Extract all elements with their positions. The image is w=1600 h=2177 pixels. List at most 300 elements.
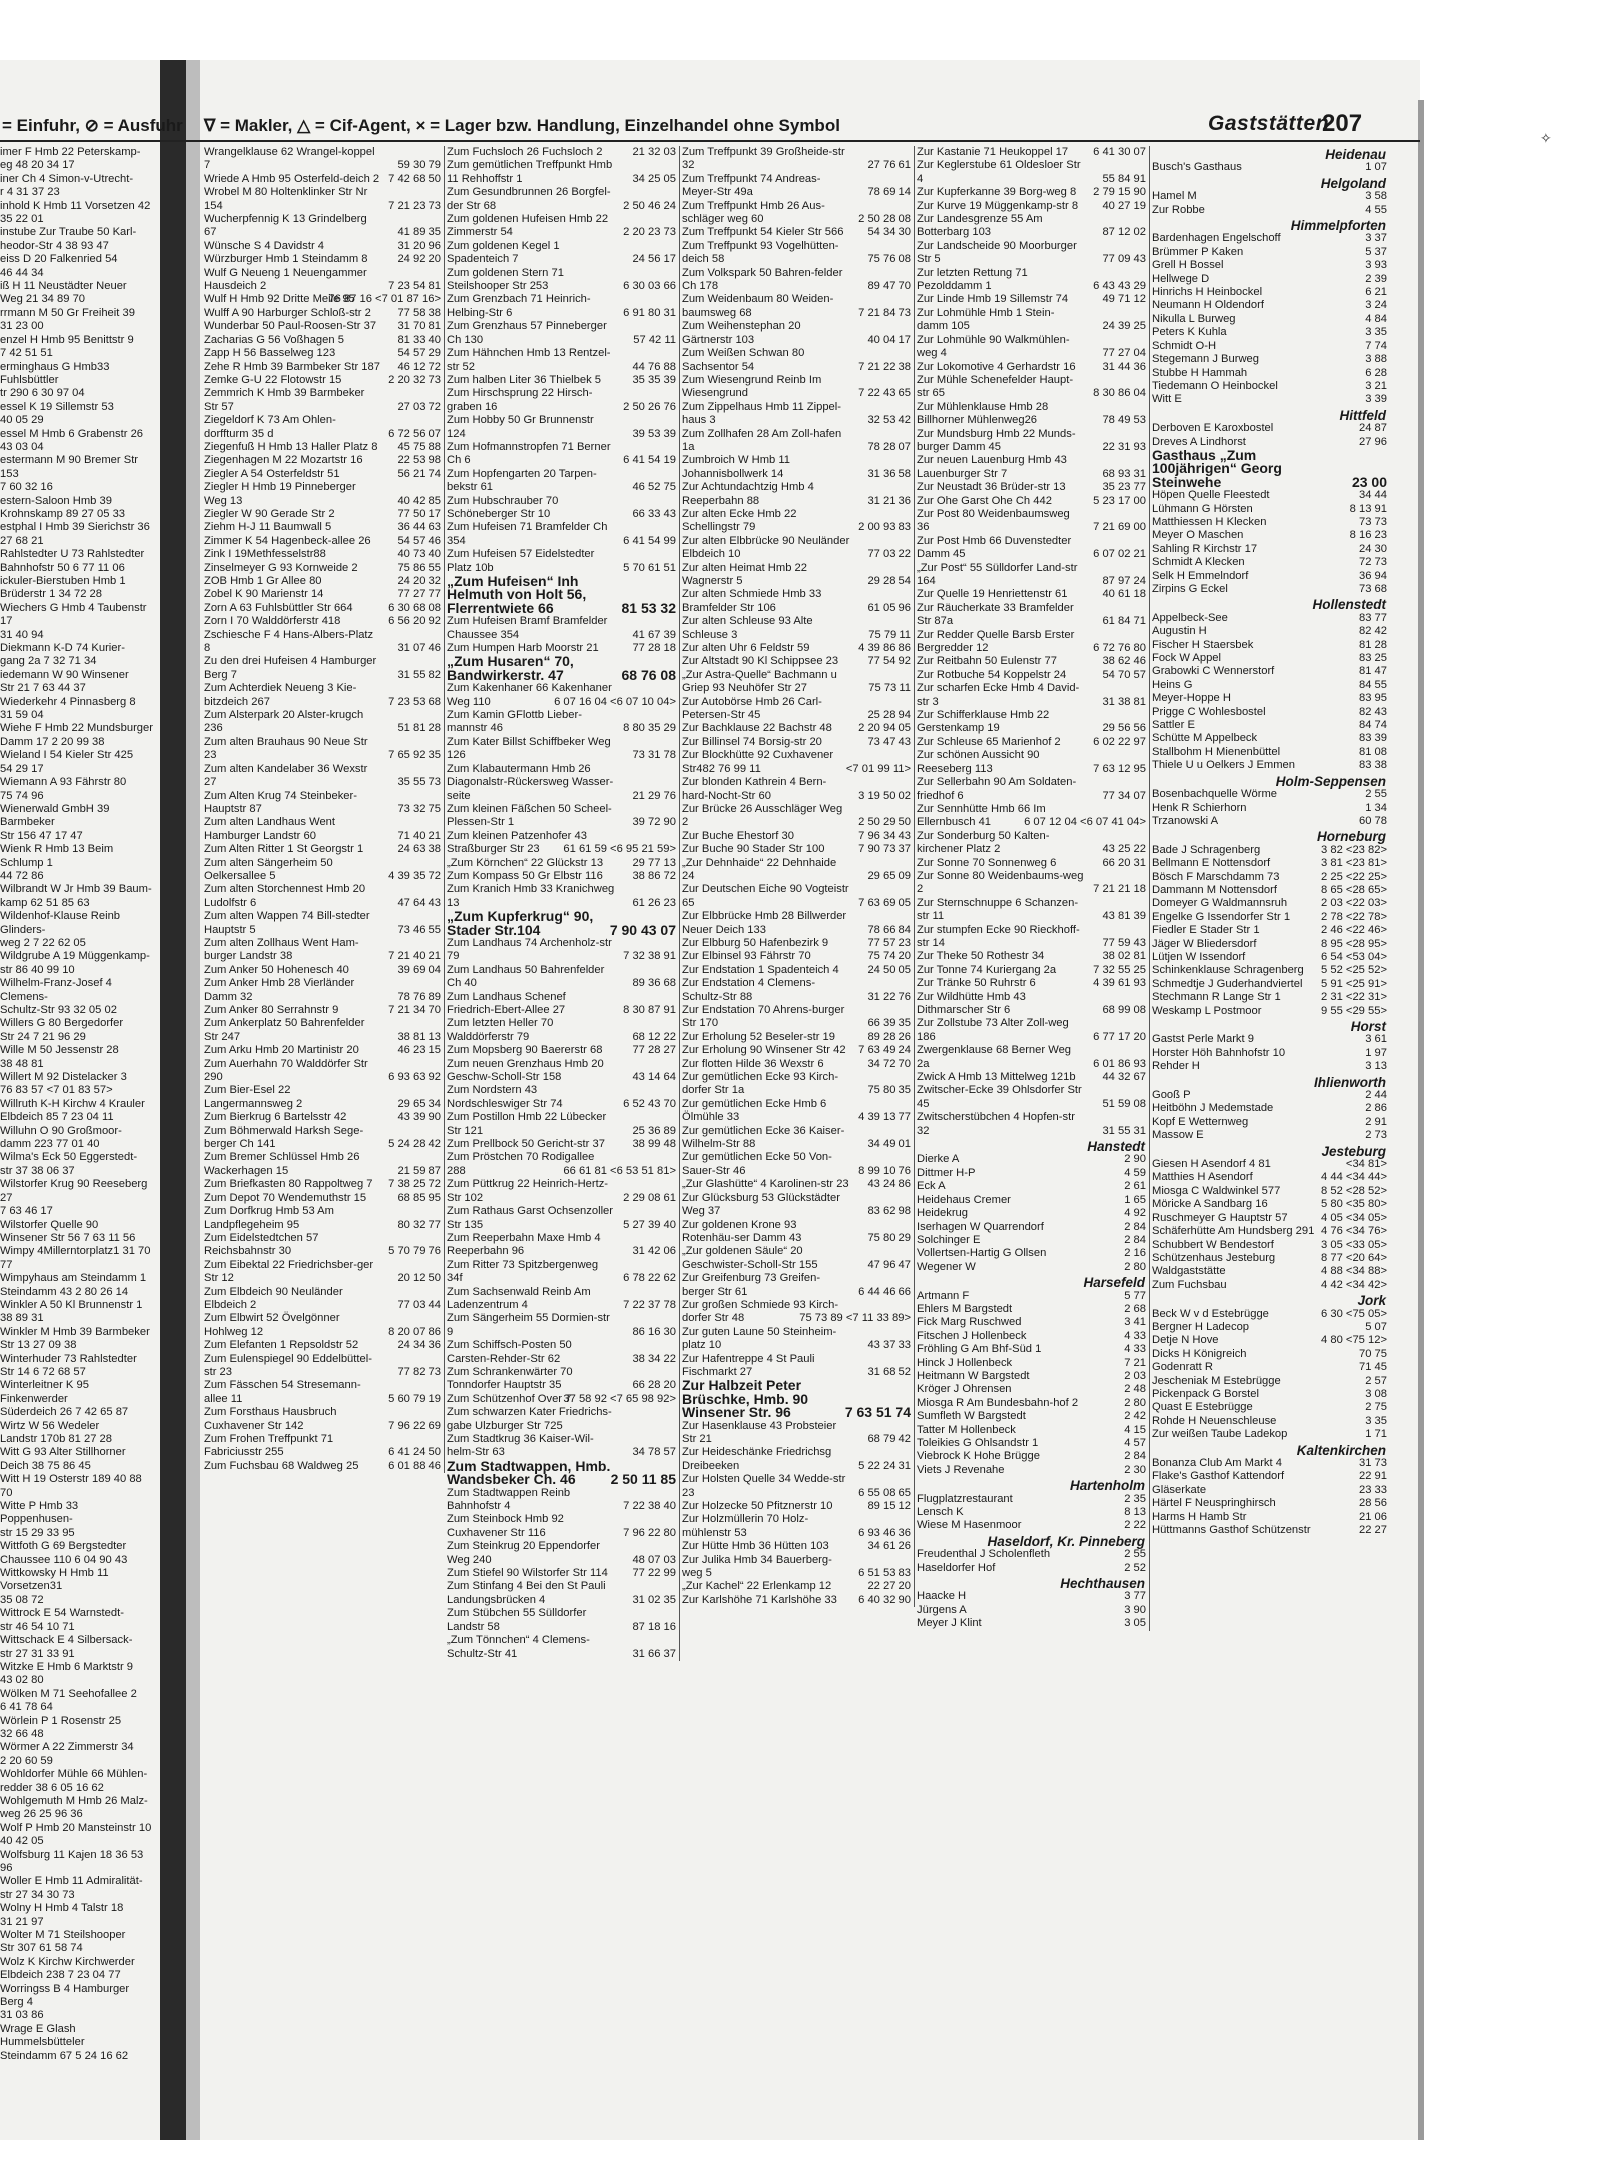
entry-phone: 2 55 (1124, 1548, 1146, 1561)
entry-name: Zur Reitbahn 50 Eulenstr 77 (917, 655, 1057, 668)
directory-entry (204, 964, 444, 977)
entry-phone: 6 77 17 20 (1093, 1030, 1146, 1043)
entry-name: Jäger W Bliedersdorf (1152, 937, 1257, 950)
entry-phone: 78 66 84 (867, 923, 911, 936)
directory-entry (917, 1247, 1149, 1260)
entry-phone: 68 99 08 (1102, 1004, 1146, 1016)
directory-entry (0, 2050, 160, 2063)
entry-name: Heitböhn J Medemstade (1152, 1102, 1274, 1115)
entry-phone: 6 30 <75 05> (1321, 1307, 1387, 1320)
entry-name: Möricke A Sandbarg 16 (1152, 1198, 1268, 1211)
directory-entry (1152, 1511, 1390, 1524)
directory-entry (204, 240, 444, 253)
entry-name: Zur Schleuse 65 Marienhof 2 (917, 735, 1061, 748)
directory-entry (917, 1562, 1149, 1575)
directory-entry (1152, 815, 1390, 828)
section-heading: Hechthausen (1060, 1576, 1145, 1592)
column-2 (447, 146, 680, 1661)
directory-entry (1152, 1171, 1390, 1184)
directory-entry (447, 186, 679, 213)
directory-entry (917, 213, 1149, 240)
directory-entry (1152, 1321, 1390, 1334)
section-heading: Jesteburg (1321, 1143, 1386, 1159)
entry-name: Jürgens A (917, 1603, 967, 1616)
directory-entry (1152, 1428, 1390, 1441)
directory-entry (447, 1487, 679, 1514)
entry-name: Zum Humpen Harb Moorstr 21 (447, 642, 599, 655)
entry-phone: 40 42 85 (397, 494, 441, 507)
entry-name: Bonanza Club Am Markt 4 (1152, 1457, 1282, 1469)
entry-name: Tiedemann O Heinbockel (1152, 379, 1278, 392)
entry-phone: 66 39 35 (867, 1017, 911, 1030)
directory-entry (0, 1339, 160, 1352)
directory-entry (1152, 844, 1390, 857)
entry-name: Sahling R Kirchstr 17 (1152, 542, 1258, 555)
entry-name: Zur Sellerbahn 90 Am Soldaten-friedhof 6 (917, 776, 1077, 802)
entry-name: Zur Landesgrenze 55 Am Botterbarg 103 (917, 213, 1043, 239)
directory-entry (0, 883, 160, 896)
entry-name: Zum Prellbock 50 Gericht-str 37 (447, 1138, 605, 1151)
entry-phone: 1 65 (1124, 1193, 1146, 1206)
entry-name: Wegener W (917, 1260, 976, 1273)
directory-entry (0, 1755, 160, 1768)
directory-entry (917, 1330, 1149, 1343)
entry-name: Beck W v d Estebrügge (1152, 1307, 1269, 1320)
directory-entry (917, 830, 1149, 857)
entry-phone: 71 45 (1359, 1361, 1387, 1374)
directory-entry (204, 1125, 444, 1152)
entry-name: Zum Fuchsloch 26 Fuchsloch 2 (447, 146, 603, 158)
entry-name: Matthiessen H Klecken (1152, 515, 1267, 528)
directory-entry (0, 1902, 160, 1915)
directory-entry (682, 347, 914, 374)
entry-phone: 7 22 38 40 (623, 1500, 676, 1513)
directory-entry (682, 1071, 914, 1098)
entry-name: Str 24 7 21 96 29 (0, 1030, 86, 1043)
entry-name: Flake's Gasthof Kattendorf (1152, 1470, 1285, 1483)
entry-name: Zur Sonne 80 Weidenbaums-weg 2 (917, 869, 1084, 896)
entry-name: Würzburger Hmb 1 Steindamm 8 (204, 253, 368, 266)
entry-phone: 3 93 (1365, 259, 1387, 272)
directory-entry (917, 1343, 1149, 1356)
entry-phone: 43 24 86 (867, 1178, 911, 1191)
entry-name: Sattler E (1152, 719, 1195, 732)
column-5 (1152, 146, 1390, 1537)
entry-phone: 8 30 87 91 (623, 1004, 676, 1016)
entry-name: Zumbroich W Hmb 11 Johannisbollwerk 14 (682, 454, 790, 480)
entry-name: Zur Blockhütte 92 Cuxhavener Str482 76 99 11 (682, 749, 834, 775)
entry-name: Giesen H Asendorf 4 81 (1152, 1158, 1271, 1171)
directory-entry (917, 1464, 1149, 1477)
entry-name: Zur Holzmüllerin 70 Holz-mühlenstr 53 (682, 1513, 809, 1539)
directory-entry (0, 521, 160, 534)
entry-phone: 3 05 (1124, 1617, 1146, 1630)
directory-entry (0, 1111, 160, 1124)
entry-phone: 31 44 36 (1102, 360, 1146, 373)
entry-phone: 4 84 (1365, 312, 1387, 325)
entry-name: Zur Billinsel 74 Borsig-str 20 (682, 735, 822, 748)
entry-name: Zum goldenen Stern 71 Steilshooper Str 253 (447, 266, 564, 293)
directory-entry (682, 146, 914, 173)
entry-phone: 6 54 <53 04> (1321, 950, 1387, 963)
entry-name: Dicks H Königreich (1152, 1347, 1247, 1360)
entry-name: Derboven E Karoxbostel (1152, 422, 1274, 435)
directory-entry (447, 1111, 679, 1138)
entry-name: Zum Sängerheim 55 Dormien-str 9 (447, 1312, 610, 1338)
entry-phone: 77 34 07 (1102, 789, 1146, 802)
entry-name: Zum Böhmerwald Harksh Sege-berger Ch 141 (204, 1124, 364, 1151)
directory-entry (917, 401, 1149, 428)
directory-entry (447, 682, 679, 709)
directory-entry (917, 146, 1149, 159)
directory-entry (447, 1058, 679, 1085)
entry-name: Iserhagen W Quarrendorf (917, 1220, 1044, 1233)
directory-entry (0, 1661, 160, 1674)
entry-name: Heidehaus Cremer (917, 1193, 1011, 1206)
entry-name: Zur Kupferkanne 39 Borg-weg 8 (917, 186, 1077, 199)
section-heading: Holm-Seppensen (1275, 773, 1386, 789)
entry-phone: 4 15 (1124, 1423, 1146, 1436)
entry-name: Zur Karlshöhe 71 Karlshöhe 33 (682, 1593, 837, 1606)
directory-entry (917, 588, 1149, 601)
entry-name: Kröger J Ohrensen (917, 1383, 1012, 1396)
entry-phone: 82 43 (1359, 705, 1387, 718)
directory-entry (1152, 489, 1390, 502)
entry-phone: 1 71 (1365, 1428, 1387, 1441)
entry-phone: 47 96 47 (867, 1258, 911, 1271)
entry-name: 31 40 94 (0, 628, 44, 641)
directory-entry (1152, 204, 1390, 217)
entry-name: Sumfleth W Bargstedt (917, 1410, 1026, 1423)
entry-name: Zu den drei Hufeisen 4 Hamburger Berg 7 (204, 655, 377, 681)
entry-phone: 2 16 (1124, 1247, 1146, 1260)
entry-name: Miosga C Waldwinkel 577 (1152, 1184, 1281, 1197)
directory-entry (204, 508, 444, 521)
directory-entry (682, 776, 914, 803)
entry-name: Zum Postillon Hmb 22 Lübecker Str 121 (447, 1111, 607, 1137)
entry-name: Zwergenklause 68 Berner Weg 2a (917, 1044, 1072, 1070)
entry-phone: 77 82 73 (397, 1365, 441, 1378)
entry-name: Lensch K (917, 1506, 964, 1519)
directory-entry (917, 709, 1149, 736)
directory-entry (1152, 1005, 1390, 1018)
directory-entry (682, 830, 914, 843)
entry-phone: 2 55 (1365, 788, 1387, 801)
entry-name: Zum Schrankenwärter 70 Tonndorfer Hauptstr 35 (447, 1365, 573, 1392)
entry-name: Weg 21 34 89 70 (0, 293, 86, 306)
directory-entry (682, 320, 914, 347)
entry-name: Bahnhofstr 50 6 77 11 06 (0, 561, 125, 574)
section-heading: Himmelpforten (1290, 218, 1386, 234)
entry-phone: 6 56 20 92 (388, 615, 441, 628)
entry-phone: 2 57 (1365, 1374, 1387, 1387)
entry-phone: 4 33 (1124, 1343, 1146, 1356)
directory-entry (0, 495, 160, 508)
directory-entry (0, 1527, 160, 1540)
entry-name: Wimpyhaus am Steindamm 1 (0, 1272, 147, 1285)
entry-phone: 5 37 (1365, 245, 1387, 258)
entry-phone: 46 12 72 (397, 360, 441, 373)
entry-phone: 6 52 43 70 (623, 1097, 676, 1110)
directory-entry (682, 1219, 914, 1246)
directory-entry (682, 964, 914, 977)
directory-entry (917, 1493, 1149, 1506)
entry-name: Willers G 80 Bergedorfer (0, 1017, 124, 1030)
directory-entry (1152, 612, 1390, 625)
entry-phone: 27 76 61 (867, 159, 911, 172)
entry-name: Zum gemütlichen Treffpunkt Hmb 11 Rehhoffstr 1 (447, 159, 613, 185)
entry-name: Wiese M Hasenmoor (917, 1519, 1022, 1532)
entry-name: Zur Glücksburg 53 Glückstädter Weg 37 (682, 1191, 840, 1218)
entry-name: Zur blonden Kathrein 4 Bern-hard-Nocht-Str 60 (682, 776, 827, 802)
entry-name: Wohldorfer Mühle 66 Mühlen- (0, 1768, 148, 1781)
directory-entry (0, 1312, 160, 1325)
entry-name: Wildenhof-Klause Reinb Glinders- (0, 910, 121, 936)
entry-name: Zum alten Wappen 74 Bill-stedter Hauptstr 5 (204, 910, 370, 936)
directory-entry (447, 1406, 679, 1433)
entry-name: Schinkenklause Schragenberg (1152, 964, 1304, 977)
entry-name: Zur Tonne 74 Kuriergang 2a (917, 963, 1057, 976)
entry-phone: 3 81 <23 81> (1321, 857, 1387, 870)
directory-entry (1152, 978, 1390, 991)
directory-entry (682, 655, 914, 668)
entry-name: Augustin H (1152, 625, 1207, 638)
entry-name: „Zur Kachel“ 22 Erlenkamp 12 (682, 1580, 832, 1593)
directory-entry (204, 548, 444, 561)
entry-phone: 1 34 (1365, 801, 1387, 814)
directory-entry (204, 1044, 444, 1057)
entry-name: Zum Fuchsbau 68 Waldweg 25 (204, 1459, 359, 1472)
entry-name: Zimmer K 54 Hagenbeck-allee 26 (204, 534, 371, 547)
entry-phone: 21 59 87 (397, 1164, 441, 1177)
entry-name: Zur Altstadt 90 Kl Schippsee 23 (682, 655, 839, 668)
entry-name: Wittrock E 54 Warnstedt- (0, 1607, 124, 1620)
entry-name: Zum Auerhahn 70 Walddörfer Str 290 (204, 1057, 368, 1084)
entry-phone: 80 32 77 (397, 1218, 441, 1231)
directory-entry (682, 588, 914, 615)
directory-entry (0, 428, 160, 441)
entry-name: weg 26 25 96 36 (0, 1808, 83, 1821)
directory-entry (1152, 313, 1390, 326)
entry-name: ickuler-Bierstuben Hmb 1 (0, 575, 126, 587)
entry-phone: 24 30 (1359, 542, 1387, 555)
directory-entry (1152, 1470, 1390, 1483)
directory-entry (682, 562, 914, 589)
entry-name: Zur großen Schmiede 93 Kirch-dorfer Str 48 (682, 1298, 839, 1325)
entry-name: enzel H Hmb 95 Benittstr 9 (0, 333, 134, 346)
entry-name: Woller E Hmb 11 Admiralität- (0, 1875, 143, 1888)
directory-entry (204, 709, 444, 736)
entry-name: Zink I 19Methfesselstr88 (204, 548, 326, 561)
entry-phone: 4 80 <75 12> (1321, 1334, 1387, 1347)
entry-name: Zur stumpfen Ecke 90 Rieckhoff-str 14 (917, 923, 1080, 949)
directory-entry (1152, 991, 1390, 1004)
entry-name: Winkler M Hmb 39 Barmbeker (0, 1325, 150, 1338)
entry-name: Witt G 93 Alter Stillhorner (0, 1446, 126, 1459)
entry-name: Zur Quelle 19 Henriettenstr 61 (917, 588, 1068, 601)
entry-name: Detje N Hove (1152, 1334, 1219, 1347)
entry-phone: 8 80 35 29 (623, 722, 676, 735)
entry-phone: 3 37 (1365, 232, 1387, 245)
entry-name: Wilma's Eck 50 Eggerstedt- (0, 1151, 138, 1164)
entry-phone: 76 87 16 <7 01 87 16> (328, 293, 441, 306)
entry-phone: 49 71 12 (1102, 293, 1146, 306)
entry-name: Zobel K 90 Marienstr 14 (204, 588, 324, 601)
column-3 (682, 146, 915, 1607)
entry-name: Stubbe H Hammah (1152, 366, 1248, 379)
directory-entry (0, 1621, 160, 1634)
section-heading: Haseldorf, Kr. Pinneberg (987, 1533, 1145, 1549)
entry-phone: 3 05 <33 05> (1321, 1238, 1387, 1251)
directory-entry (447, 159, 679, 186)
entry-phone: 46 23 15 (397, 1044, 441, 1057)
entry-name: Zur alten Elbbrücke 90 Neuländer Elbdeich 10 (682, 534, 850, 561)
entry-phone: 2 75 (1365, 1401, 1387, 1414)
entry-name: Flugplatzrestaurant (917, 1492, 1013, 1505)
entry-name: Zum Grenzhaus 57 Pinneberger Ch 130 (447, 320, 607, 346)
entry-name: Zur gemütlichen Ecke 36 Kaiser-Wilhelm-Str 88 (682, 1124, 845, 1151)
entry-name: Wörmer A 22 Zimmerstr 34 (0, 1741, 134, 1754)
entry-name: Zum Landhaus 74 Archenholz-str 79 (447, 936, 612, 963)
entry-phone: 7 63 49 24 (858, 1044, 911, 1057)
directory-entry (0, 1715, 160, 1728)
entry-name: Zum Arku Hmb 20 Martinistr 20 (204, 1044, 359, 1057)
entry-phone: 3 82 <23 82> (1321, 843, 1387, 856)
entry-phone: 3 58 (1365, 190, 1387, 203)
entry-name: Zum Volkspark 50 Bahren-felder Ch 178 (682, 266, 843, 293)
directory-entry (0, 937, 160, 950)
entry-phone: 31 66 37 (632, 1647, 676, 1660)
entry-phone: 7 21 40 21 (388, 950, 441, 963)
entry-name: Zum goldenen Kegel 1 Spadenteich 7 (447, 239, 560, 266)
entry-phone: 75 74 20 (867, 950, 911, 963)
directory-entry (447, 870, 679, 883)
directory-entry (204, 414, 444, 441)
entry-phone: 29 65 09 (867, 869, 911, 882)
entry-phone: 6 93 46 36 (858, 1526, 911, 1539)
entry-phone: 3 35 (1365, 326, 1387, 339)
entry-name: Zum Achterdiek Neueng 3 Kie-bitzdeich 267 (204, 682, 357, 708)
directory-entry (1152, 1212, 1390, 1225)
entry-phone: 81 47 (1359, 665, 1387, 678)
directory-entry (682, 1031, 914, 1044)
directory-entry (0, 2009, 160, 2022)
directory-entry (1152, 1060, 1390, 1073)
entry-name: Rehder H (1152, 1060, 1200, 1073)
directory-entry (447, 709, 679, 736)
directory-entry (0, 361, 160, 388)
entry-phone: 3 77 (1124, 1590, 1146, 1603)
directory-entry (0, 1017, 160, 1030)
entry-phone: 23 33 (1359, 1483, 1387, 1496)
entry-name: Wölken M 71 Seehofallee 2 (0, 1687, 137, 1700)
directory-entry (1152, 759, 1390, 772)
entry-name: Bardenhagen Engelschoff (1152, 232, 1281, 245)
entry-name: 7 42 51 51 (0, 347, 53, 360)
directory-entry (917, 1017, 1149, 1044)
directory-entry (682, 481, 914, 508)
entry-name: Zum Stadtwappen, Hmb. Wandsbeker Ch. 46 (447, 1457, 611, 1488)
directory-entry (682, 508, 914, 535)
entry-name: Wittschack E 4 Silbersack- (0, 1634, 133, 1647)
directory-entry (204, 267, 444, 294)
entry-name: Schäferhütte Am Hundsberg 291 (1152, 1225, 1315, 1238)
entry-name: Zum Anker Hmb 28 Vierländer Damm 32 (204, 977, 355, 1003)
section-heading: Horst (1350, 1019, 1386, 1034)
entry-phone: 78 28 07 (867, 440, 911, 453)
entry-phone: 4 88 <34 88> (1321, 1265, 1387, 1278)
entry-name: estphal I Hmb 39 Sierichstr 36 (0, 521, 150, 534)
entry-phone: 87 97 24 (1102, 575, 1146, 587)
directory-entry (1152, 1334, 1390, 1347)
directory-entry (204, 521, 444, 534)
directory-entry (1152, 543, 1390, 556)
entry-phone: 7 23 54 81 (388, 280, 441, 293)
directory-entry (917, 629, 1149, 656)
entry-name: Zum alten Landhaus Went Hamburger Landstr 60 (204, 816, 336, 842)
entry-name: Zur flotten Hilde 36 Wexstr 6 (682, 1057, 824, 1070)
entry-name: Zorn I 70 Walddörferstr 418 (204, 615, 341, 628)
entry-phone: 5 27 39 40 (623, 1218, 676, 1231)
entry-phone: 31 42 06 (632, 1245, 676, 1258)
entry-name: Zur Holsten Quelle 34 Wedde-str 23 (682, 1473, 846, 1499)
entry-phone: 29 28 54 (867, 575, 911, 587)
entry-phone: 6 91 80 31 (623, 306, 676, 319)
directory-entry (204, 562, 444, 575)
entry-name: Hellwege D (1152, 272, 1210, 285)
directory-entry (0, 1151, 160, 1164)
directory-entry (917, 1261, 1149, 1274)
directory-entry (0, 1594, 160, 1607)
directory-entry (1152, 340, 1390, 353)
entry-name: Wrobel M 80 Holtenklinker Str Nr 154 (204, 186, 368, 212)
directory-entry (917, 1084, 1149, 1111)
directory-entry (204, 361, 444, 374)
entry-phone: 5 70 79 76 (388, 1245, 441, 1258)
entry-phone: 77 03 22 (867, 548, 911, 561)
entry-name: Krohnskamp 89 27 05 33 (0, 507, 126, 520)
entry-phone: 22 31 93 (1102, 440, 1146, 453)
entry-name: 31 21 97 (0, 1915, 44, 1928)
entry-name: Zur schönen Aussicht 90 Reeseberg 113 (917, 749, 1040, 775)
directory-entry (204, 937, 444, 964)
entry-phone: 83 39 (1359, 732, 1387, 745)
entry-name: Zum Hufeisen 71 Bramfelder Ch 354 (447, 521, 608, 547)
book-spine-shadow (160, 60, 186, 2140)
entry-name: Zum Landhaus 50 Bahrenfelder Ch 40 (447, 963, 605, 990)
entry-phone: 34 44 (1359, 489, 1387, 502)
entry-name: Zur weißen Taube Ladekop (1152, 1428, 1288, 1441)
entry-name: Zur alten Ecke Hmb 22 Schellingstr 79 (682, 507, 797, 534)
entry-name: Zum Fuchsbau (1152, 1278, 1227, 1291)
entry-name: Zum Treffpunkt 93 Vogelhütten-deich 58 (682, 239, 839, 266)
entry-phone: 34 72 70 (867, 1057, 911, 1070)
entry-name: Hamel M (1152, 190, 1197, 203)
entry-phone: 43 25 22 (1102, 843, 1146, 856)
entry-name: Wrage E Glash Hummelsbütteler (0, 2022, 85, 2049)
directory-entry (204, 535, 444, 548)
entry-phone: 89 47 70 (867, 280, 911, 293)
entry-name: Zur Linde Hmb 19 Sillemstr 74 (917, 293, 1069, 306)
entry-name: Zum Landhaus Schenef Friedrich-Ebert-Allee 27 (447, 990, 566, 1016)
directory-entry (204, 1232, 444, 1259)
directory-entry (204, 454, 444, 467)
entry-phone: 77 09 43 (1102, 253, 1146, 266)
entry-name: Wilstorfer Krug 90 Reeseberg 27 (0, 1178, 148, 1204)
entry-name: Zur Kurve 19 Müggenkamp-str 8 (917, 199, 1079, 212)
entry-name: 31 59 04 (0, 709, 44, 722)
directory-entry (1152, 788, 1390, 801)
